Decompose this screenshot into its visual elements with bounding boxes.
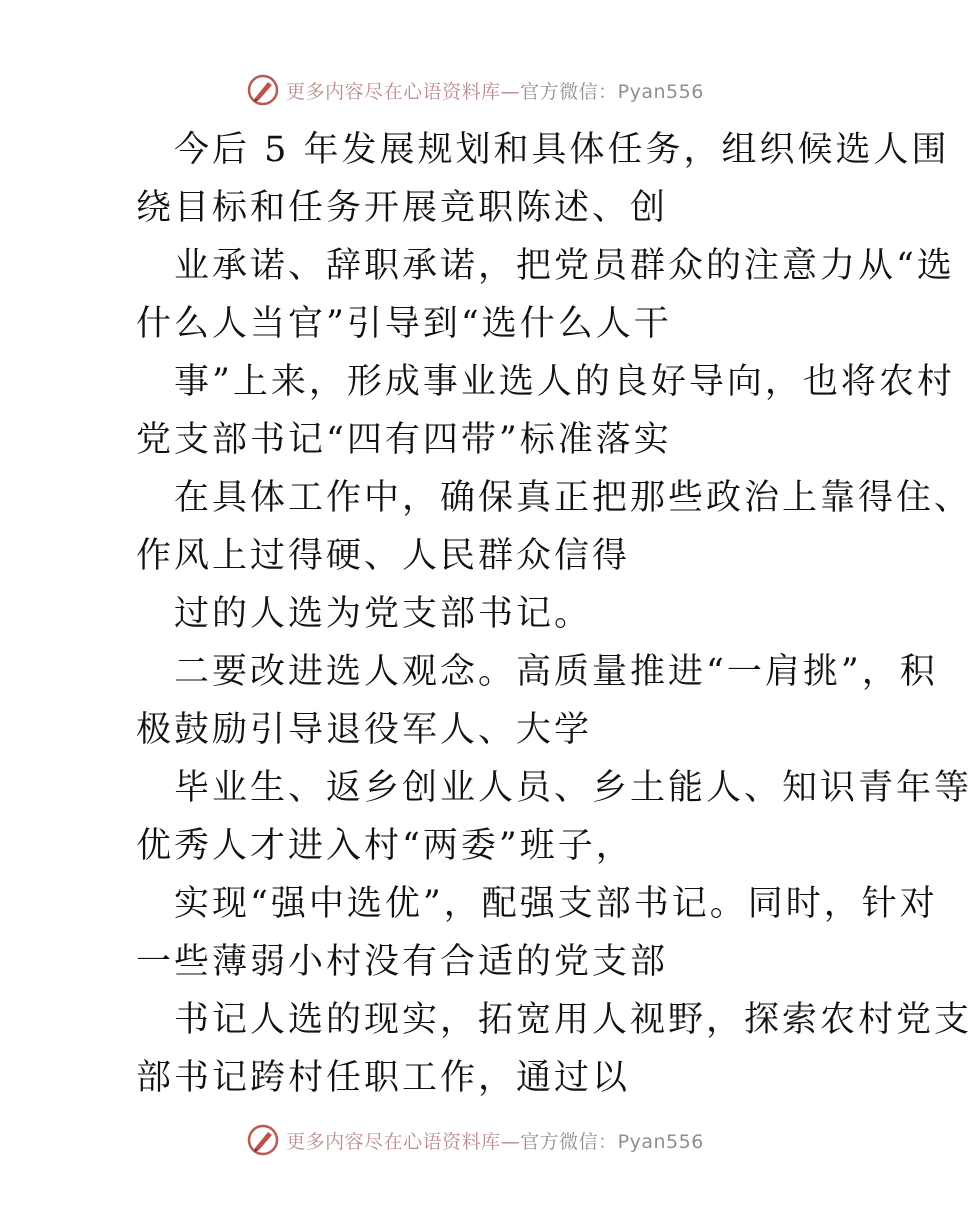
paragraph — [98, 991, 972, 1107]
watermark-site: 更多内容尽在心语资料库— — [286, 80, 521, 103]
header-watermark — [0, 70, 950, 110]
watermark-text — [286, 77, 704, 104]
footer-watermark — [0, 1120, 950, 1160]
text-line: 书记人选的现实，拓宽用人视野，探索农村党支 — [174, 1000, 972, 1040]
pen-logo-icon — [246, 1123, 280, 1157]
watermark-wechat: 官方微信：Pyan556 — [520, 1130, 704, 1153]
text-line: 毕业生、返乡创业人员、乡土能人、知识青年等 — [174, 768, 972, 808]
text-line: 绕目标和任务开展竞职陈述、创 — [136, 188, 669, 228]
paragraph — [98, 585, 858, 643]
text-line: 业承诺、辞职承诺，把党员群众的注意力从“选 — [174, 246, 955, 286]
watermark-text — [286, 1127, 704, 1154]
text-line: 党支部书记“四有四带”标准落实 — [136, 420, 672, 460]
paragraph — [98, 643, 938, 759]
text-line: 一些薄弱小村没有合适的党支部 — [136, 942, 669, 982]
paragraph — [98, 759, 972, 875]
text-line: 什么人当官”引导到“选什么人干 — [136, 304, 672, 344]
pen-logo-icon — [246, 73, 280, 107]
watermark-site: 更多内容尽在心语资料库— — [286, 1130, 521, 1153]
paragraph — [98, 237, 955, 353]
text-line: 优秀人才进入村“两委”班子， — [136, 826, 634, 866]
watermark-wechat: 官方微信：Pyan556 — [520, 80, 704, 103]
paragraph — [98, 875, 938, 991]
text-line: 在具体工作中，确保真正把那些政治上靠得住、 — [174, 478, 972, 518]
text-line: 二要改进选人观念。高质量推进“一肩挑”，积 — [174, 652, 938, 692]
document-body — [98, 121, 972, 1107]
text-line: 部书记跨村任职工作，通过以 — [136, 1058, 631, 1098]
text-line: 作风上过得硬、人民群众信得 — [136, 536, 631, 576]
paragraph — [98, 469, 972, 585]
text-line: 今后 5 年发展规划和具体任务，组织候选人围 — [174, 130, 950, 170]
text-line: 极鼓励引导退役军人、大学 — [136, 710, 593, 750]
text-line: 实现“强中选优”，配强支部书记。同时，针对 — [174, 884, 938, 924]
paragraph — [98, 353, 955, 469]
text-line: 过的人选为党支部书记。 — [174, 594, 593, 634]
paragraph — [98, 121, 950, 237]
text-line: 事”上来，形成事业选人的良好导向，也将农村 — [174, 362, 955, 402]
